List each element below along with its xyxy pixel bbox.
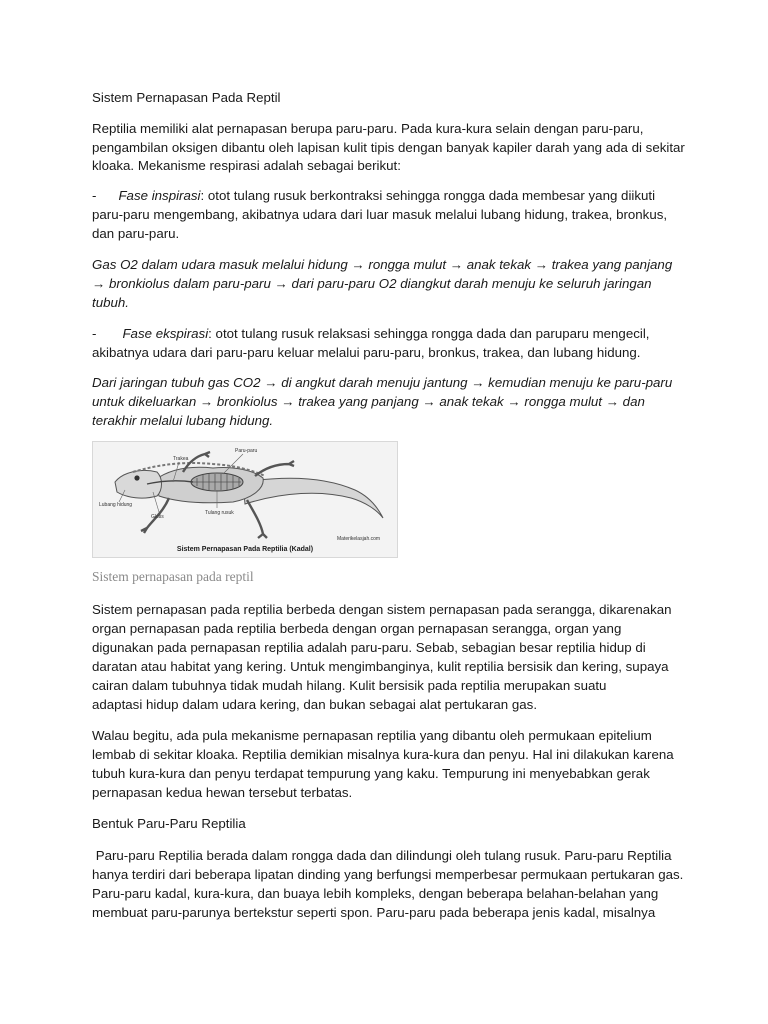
paragraph-line: Paru-paru kadal, kura-kura, dan buaya lebih kompleks, dengan beberapa belahan-belahan yang bbox=[92, 886, 659, 901]
inspirasi-text: : otot tulang rusuk berkontraksi sehingga rongga dada membesar yang diikuti bbox=[200, 188, 656, 203]
paragraph-line: lembab di sekitar kloaka. Reptilia demikian misalnya kura-kura dan penyu. Hal ini dilakukan karena bbox=[92, 747, 674, 762]
inspirasi-flow-line: → bronkiolus dalam paru-paru → dari paru-paru O2 diangkut darah menuju ke seluruh jaringan bbox=[92, 276, 652, 291]
label-tulang-rusuk: Tulang rusuk bbox=[205, 510, 234, 516]
inspirasi-line: dan paru-paru. bbox=[92, 226, 180, 241]
intro-line: Reptilia memiliki alat pernapasan berupa paru-paru. Pada kura-kura selain dengan paru-paru, bbox=[92, 121, 644, 136]
label-lubang-hidung: Lubang hidung bbox=[99, 502, 133, 508]
label-glotis: Glotis bbox=[151, 514, 164, 520]
section-heading: Bentuk Paru-Paru Reptilia bbox=[92, 816, 246, 831]
inspirasi-flow-line: tubuh. bbox=[92, 295, 129, 310]
paragraph-line: Walau begitu, ada pula mekanisme pernapasan reptilia yang dibantu oleh permukaan epitelium bbox=[92, 728, 652, 743]
ekspirasi-item bbox=[92, 325, 649, 343]
label-paru-paru: Paru-paru bbox=[235, 448, 258, 454]
ekspirasi-line: akibatnya udara dari paru-paru keluar melalui paru-paru, bronkus, trakea, dan lubang hidung. bbox=[92, 345, 641, 360]
paragraph-line: organ pernapasan pada reptilia berbeda dengan organ pernapasan serangga, organ yang bbox=[92, 621, 622, 636]
bullet: - bbox=[92, 188, 97, 203]
intro-line: kloaka. Mekanisme respirasi adalah sebagai berikut: bbox=[92, 158, 401, 173]
figure-caption: Sistem pernapasan pada reptil bbox=[92, 569, 254, 584]
inspirasi-item bbox=[92, 187, 655, 205]
label-trakea: Trakea bbox=[173, 456, 189, 462]
ekspirasi-flow-line: Dari jaringan tubuh gas CO2 → di angkut darah menuju jantung → kemudian menuju ke paru-paru bbox=[92, 375, 673, 390]
paragraph-line: digunakan pada pernapasan reptilia adalah paru-paru. Sebab, sebagian besar reptilia hidup di bbox=[92, 640, 646, 655]
page-title: Sistem Pernapasan Pada Reptil bbox=[92, 90, 281, 105]
paragraph-line: tubuh kura-kura dan penyu terdapat tempurung yang kaku. Tempurung ini menyebabkan gerak bbox=[92, 766, 650, 781]
bullet: - bbox=[92, 326, 97, 341]
inspirasi-line: paru-paru mengembang, akibatnya udara dari luar masuk melalui lubang hidung, trakea, bronkus, bbox=[92, 207, 668, 222]
inspirasi-term: Fase inspirasi bbox=[118, 188, 201, 203]
paragraph-line: Sistem pernapasan pada reptilia berbeda dengan sistem pernapasan pada serangga, dikarenakan bbox=[92, 602, 672, 617]
ekspirasi-text: : otot tulang rusuk relaksasi sehingga rongga dada dan paruparu mengecil, bbox=[208, 326, 650, 341]
paragraph-line: Paru-paru Reptilia berada dalam rongga dada dan dilindungi oleh tulang rusuk. Paru-paru Reptilia bbox=[92, 848, 672, 863]
ekspirasi-term: Fase ekspirasi bbox=[122, 326, 209, 341]
paragraph-line: pernapasan kedua hewan tersebut terbatas. bbox=[92, 785, 353, 800]
ekspirasi-flow-line: terakhir melalui lubang hidung. bbox=[92, 413, 274, 428]
figure-banner: Sistem Pernapasan Pada Reptilia (Kadal) bbox=[176, 546, 314, 553]
lizard-respiratory-figure bbox=[92, 441, 398, 558]
ekspirasi-flow-line: untuk dikeluarkan → bronkiolus → trakea yang panjang → anak tekak → rongga mulut → dan bbox=[92, 394, 645, 409]
intro-line: pengambilan oksigen dibantu oleh lapisan kulit tipis dengan banyak kapiler darah yang ada di sekitar bbox=[92, 140, 685, 155]
figure-source: Materikelasjah.com bbox=[337, 536, 381, 542]
paragraph-line: membuat paru-parunya bertekstur seperti spon. Paru-paru pada beberapa jenis kadal, misalnya bbox=[92, 905, 656, 920]
paragraph-line: adaptasi hidup dalam udara kering, dan bukan sebagai alat pertukaran gas. bbox=[92, 697, 538, 712]
inspirasi-flow-line: Gas O2 dalam udara masuk melalui hidung → rongga mulut → anak tekak → trakea yang panjang bbox=[92, 257, 673, 272]
paragraph-line: hanya terdiri dari beberapa lipatan dinding yang berfungsi memperbesar permukaan pertukaran gas. bbox=[92, 867, 684, 882]
paragraph-line: daratan atau habitat yang kering. Untuk mengimbanginya, kulit reptilia bersisik dan kering, supaya bbox=[92, 659, 669, 674]
lizard-illustration bbox=[93, 442, 397, 557]
paragraph-line: cairan dalam tubuhnya tidak mudah hilang. Kulit bersisik pada reptilia merupakan suatu bbox=[92, 678, 607, 693]
